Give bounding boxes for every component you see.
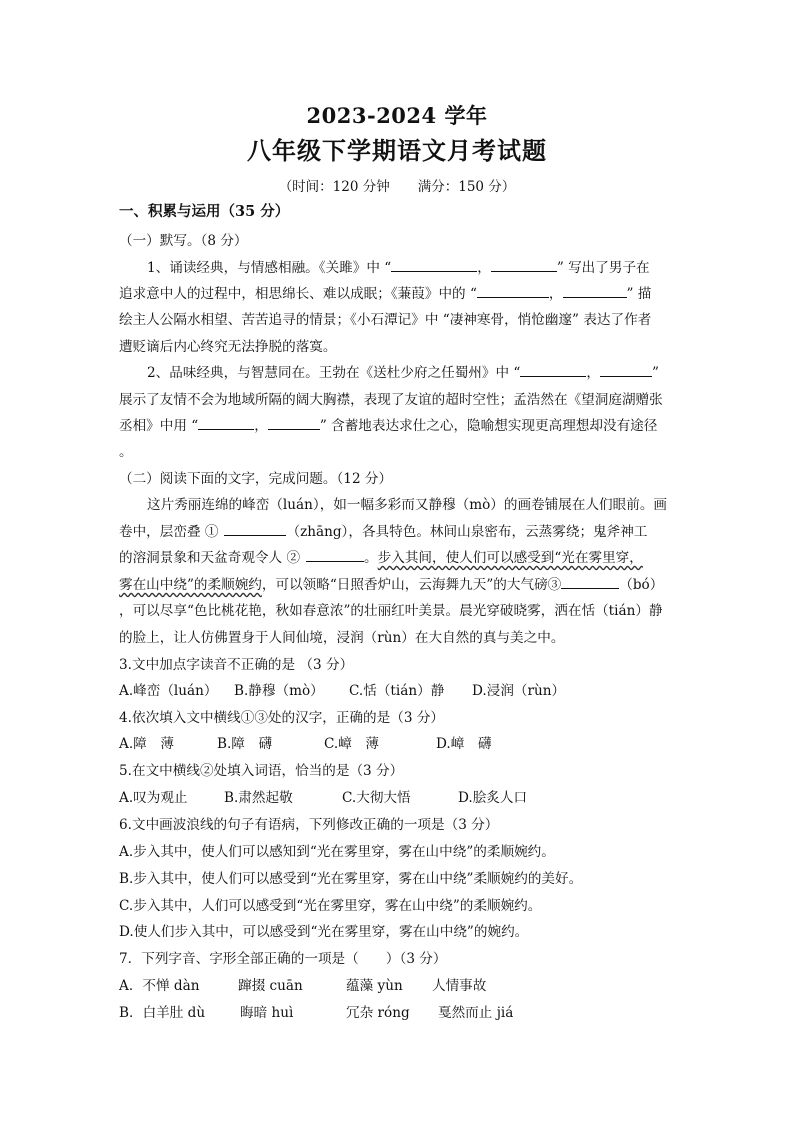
wavy-sentence: 步入其间，使人们可以感受到“光在雾里穿， — [377, 550, 643, 566]
q1-text: ” 描 — [626, 286, 652, 302]
answer-blank[interactable] — [391, 258, 477, 272]
answer-blank[interactable] — [491, 258, 557, 272]
q6-option-d[interactable]: D.使人们步入其中，可以感受到“光在雾里穿，雾在山中绕”的婉约。 — [119, 924, 529, 940]
q1-text: 追求意中人的过程中，相思绵长、难以成眠；《蒹葭》中的 “ — [119, 286, 477, 302]
q3-option-a[interactable]: A.峰峦（luán） — [119, 683, 218, 699]
q3-option-d[interactable]: D.浸润（rùn） — [472, 683, 566, 699]
q1-comma: ， — [477, 260, 491, 276]
answer-blank[interactable] — [600, 363, 652, 377]
q2-line-1 — [147, 363, 659, 383]
passage-line-1: 这片秀丽连绵的峰峦（luán），如一幅多彩而又静穆（mò）的画卷铺展在人们眼前。画 — [147, 497, 668, 513]
q5-option-c[interactable]: C.大彻大悟 — [342, 790, 411, 806]
part-heading-2: （二）阅读下面的文字，完成问题。（12 分） — [119, 471, 393, 487]
q5-option-b[interactable]: B.肃然起敬 — [224, 790, 293, 806]
answer-blank[interactable] — [306, 548, 364, 562]
q1-line-1 — [147, 258, 650, 278]
passage-line-4 — [119, 575, 663, 595]
part-heading-1: （一）默写。（8 分） — [119, 233, 248, 249]
passage-text: ，可以领略“日照香炉山，云海舞九天”的大气磅③ — [261, 577, 562, 593]
answer-blank[interactable] — [563, 284, 627, 298]
q7-option-a-4: 人情事故 — [432, 978, 487, 994]
q4-option-a[interactable]: A.障 薄 — [119, 736, 174, 752]
q4-option-b[interactable]: B.障 礴 — [217, 736, 273, 752]
q3-option-b[interactable]: B.静穆（mò） — [234, 683, 324, 699]
passage-text: 。 — [364, 550, 378, 566]
q2-line-3 — [119, 416, 657, 436]
q6-stem: 6.文中画波浪线的句子有语病，下列修改正确的一项是（3 分） — [119, 817, 499, 833]
q1-text: ” 写出了男子在 — [556, 260, 650, 276]
school-year: 2023-2024 学年 — [306, 103, 488, 128]
passage-line-5: ，可以尽享“色比桃花艳，秋如春意浓”的壮丽红叶美景。晨光穿破晓雾，洒在恬（tián）静 — [119, 603, 663, 619]
passage-text: （bó） — [619, 577, 664, 593]
answer-blank[interactable] — [561, 575, 619, 589]
exam-total-score: 满分：150 分） — [417, 179, 516, 195]
q7-option-b-1[interactable]: B．白羊肚 dù — [119, 1005, 206, 1021]
answer-blank[interactable] — [520, 363, 586, 377]
passage-text: （zhāng），各具特色。林间山泉密布，云蒸雾绕；鬼斧神工 — [286, 524, 648, 540]
q7-option-a-3: 蕴藻 yùn — [346, 978, 403, 994]
q5-option-a[interactable]: A.叹为观止 — [119, 790, 188, 806]
q7-option-b-4: 戛然而止 jiá — [438, 1005, 514, 1021]
answer-blank[interactable] — [477, 284, 549, 298]
exam-title: 八年级下学期语文月考试题 — [247, 136, 547, 165]
answer-blank[interactable] — [198, 416, 254, 430]
q1-line-3: 绘主人公隔水相望、苦苦追寻的情景；《小石潭记》中 “凄神寒骨，悄怆幽邃” 表达了作者 — [119, 312, 652, 328]
q5-stem: 5.在文中横线②处填入词语，恰当的是（3 分） — [119, 763, 404, 779]
answer-blank[interactable] — [224, 522, 286, 536]
q7-option-b-3: 冗杂 róng — [346, 1005, 410, 1021]
wavy-sentence: 雾在山中绕”的柔顺婉约 — [119, 577, 262, 593]
q7-option-a-2: 蹿掇 cuān — [238, 978, 303, 994]
q2-text: 丞相》中用 “ — [119, 418, 199, 434]
passage-line-3 — [119, 548, 643, 568]
answer-blank[interactable] — [268, 416, 320, 430]
passage-text: 的溶洞景象和天盆奇观令人 ② — [119, 550, 301, 566]
q7-option-b-2: 晦暗 huì — [240, 1005, 294, 1021]
q3-option-c[interactable]: C.恬（tián）静 — [349, 683, 445, 699]
q2-text: ” — [651, 365, 659, 381]
q1-line-4: 遭贬谪后内心终究无法挣脱的落寞。 — [119, 339, 337, 355]
q2-comma: ， — [254, 418, 268, 434]
q4-option-c[interactable]: C.嶂 薄 — [324, 736, 380, 752]
passage-line-2 — [119, 522, 647, 542]
q2-text: 2、品味经典，与智慧同在。王勃在《送杜少府之任蜀州》中 “ — [147, 365, 521, 381]
q1-line-2 — [119, 284, 651, 304]
section-heading-1: 一、积累与运用（35 分） — [119, 203, 290, 220]
passage-line-6: 的脸上，让人仿佛置身于人间仙境，浸润（rùn）在大自然的真与美之中。 — [119, 630, 565, 646]
exam-time-info — [0, 175, 794, 195]
q1-comma: ， — [548, 286, 563, 302]
exam-duration: （时间：120 分钟 — [278, 179, 390, 195]
passage-text: 卷中，层峦叠 ① — [119, 524, 219, 540]
q2-line-4: 。 — [119, 444, 133, 460]
q2-text: ” 含蓄地表达求仕之心，隐喻想实现更高理想却没有途径 — [319, 418, 658, 434]
q1-text: 1、诵读经典，与情感相融。《关雎》中 “ — [147, 260, 392, 276]
q3-stem: 3.文中加点字读音不正确的是 （3 分） — [119, 657, 354, 673]
q6-option-a[interactable]: A.步入其中，使人们可以感知到“光在雾里穿，雾在山中绕”的柔顺婉约。 — [119, 844, 555, 860]
q6-option-c[interactable]: C.步入其中，人们可以感受到“光在雾里穿，雾在山中绕”的柔顺婉约。 — [119, 898, 542, 914]
q4-stem: 4.依次填入文中横线①③处的汉字，正确的是（3 分） — [119, 710, 445, 726]
q7-option-a-1[interactable]: A．不惮 dàn — [119, 978, 200, 994]
q7-stem: 7．下列字音、字形全部正确的一项是（ ）（3 分） — [119, 951, 447, 967]
q2-line-2: 展示了友情不会为地域所隔的阔大胸襟，表现了友谊的超时空性；孟浩然在《望洞庭湖赠张 — [119, 392, 663, 408]
q5-option-d[interactable]: D.脍炙人口 — [458, 790, 528, 806]
q4-option-d[interactable]: D.嶂 礴 — [436, 736, 492, 752]
q2-comma: ， — [586, 365, 600, 381]
q6-option-b[interactable]: B.步入其中，使人们可以感受到“光在雾里穿，雾在山中绕”柔顺婉约的美好。 — [119, 871, 583, 887]
